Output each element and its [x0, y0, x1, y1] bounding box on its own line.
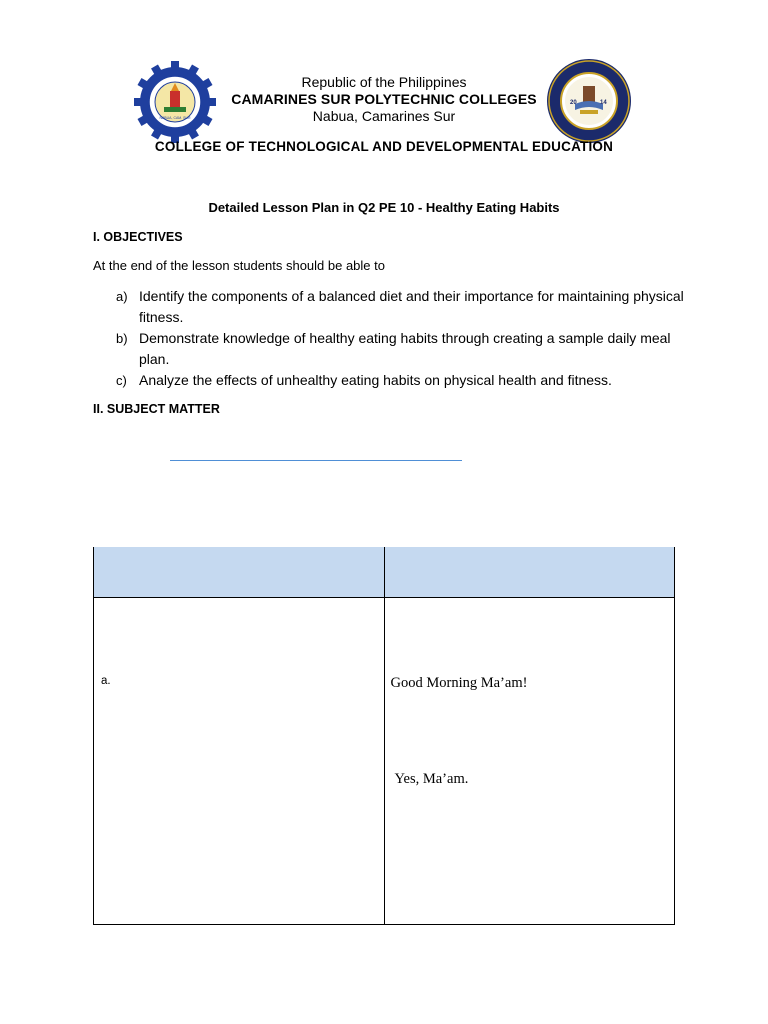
objective-text: Analyze the effects of unhealthy eating habits on physical health and fitness.	[139, 372, 612, 388]
objective-marker: b)	[116, 331, 128, 346]
right-logo-year-left: 20	[570, 100, 577, 106]
student-response-greeting: Good Morning Ma’am!	[390, 675, 528, 691]
objectives-intro: At the end of the lesson students should be able to	[93, 258, 385, 273]
objective-text: Identify the components of a balanced diet and their importance for maintaining physical fitness.	[139, 288, 684, 325]
left-logo-motto: NABUA, CAM. SUR	[159, 116, 191, 120]
republic-line: Republic of the Philippines	[301, 74, 467, 90]
college-name: COLLEGE OF TECHNOLOGICAL AND DEVELOPMENTAL EDUCATION	[154, 139, 614, 154]
objective-text: Demonstrate knowledge of healthy eating habits through creating a sample daily meal plan.	[139, 330, 671, 367]
teacher-item-a: a.	[101, 675, 111, 687]
teacher-activity-cell	[94, 598, 385, 925]
hyperlink-underline[interactable]	[170, 460, 462, 461]
objectives-heading: I. OBJECTIVES	[93, 230, 183, 244]
subject-matter-heading: II. SUBJECT MATTER	[93, 402, 220, 416]
table-row	[94, 598, 675, 925]
objective-marker: c)	[116, 373, 127, 388]
table-header-row	[94, 547, 675, 598]
college-seal-logo	[546, 58, 632, 144]
objective-item	[93, 328, 693, 370]
school-address: Nabua, Camarines Sur	[312, 108, 456, 124]
teacher-activity-header	[94, 547, 385, 598]
objectives-list	[93, 286, 693, 391]
school-name: CAMARINES SUR POLYTECHNIC COLLEGES	[231, 91, 537, 107]
lesson-plan-title: Detailed Lesson Plan in Q2 PE 10 - Healthy Eating Habits	[208, 200, 560, 215]
right-logo-year-right: 14	[600, 100, 607, 106]
student-activity-cell	[384, 598, 675, 925]
objective-marker: a)	[116, 289, 128, 304]
lesson-activity-table	[93, 547, 675, 925]
objective-item	[93, 286, 693, 328]
objective-item	[93, 370, 693, 391]
student-activity-header	[384, 547, 675, 598]
student-response-yes: Yes, Ma’am.	[394, 771, 469, 787]
